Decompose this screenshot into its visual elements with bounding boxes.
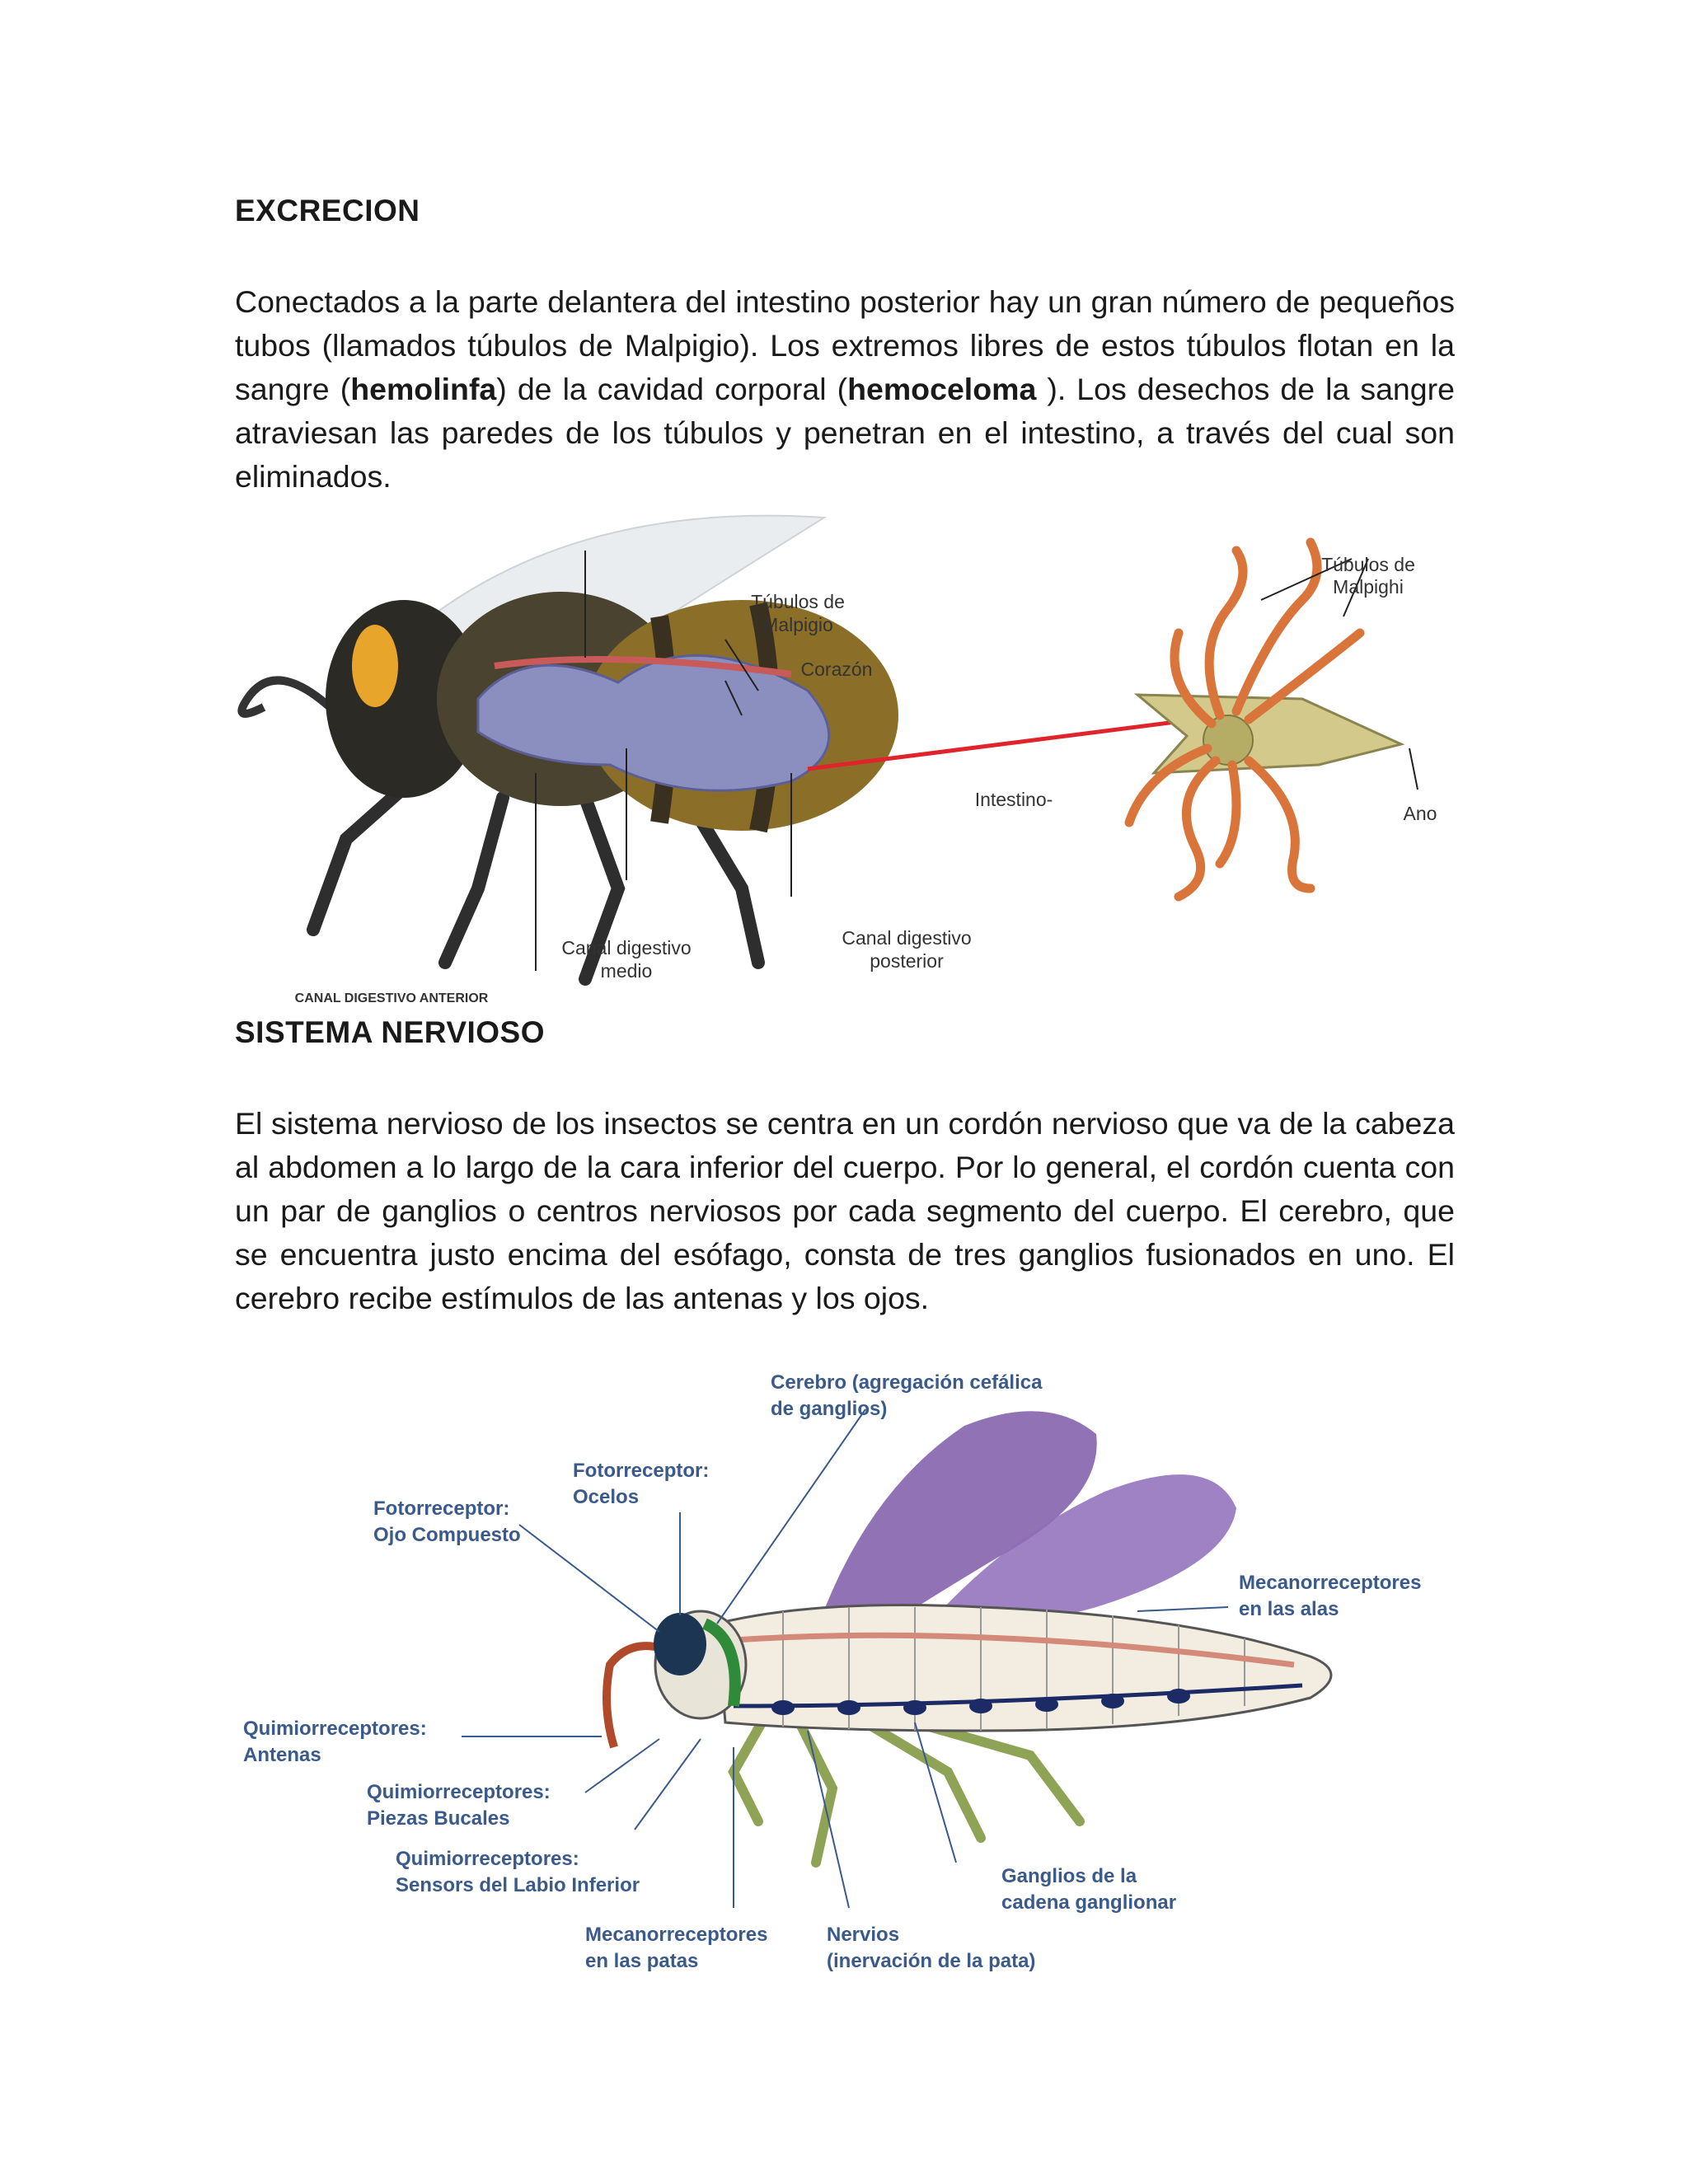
label-ano: Ano bbox=[1403, 803, 1437, 824]
section-heading-sistema-nervioso: SISTEMA NERVIOSO bbox=[235, 1015, 546, 1049]
insect-nervous-system-figure bbox=[239, 1360, 1459, 1986]
label-fotorreceptor-ojo: Fotorreceptor: bbox=[373, 1497, 510, 1520]
bee-compound-eye bbox=[352, 625, 398, 707]
sistema-nervioso-paragraph: El sistema nervioso de los insectos se centra en un cordón nervioso que va de la cabeza al abdomen a lo largo de la cara inferior del cuerpo. Por lo general, el cordón cuenta con un par de ganglios o centros nerviosos por cada segmento del cuerpo. El cerebro, que se encuentra justo encima del esófago, consta de tres ganglios fusionados en uno. El cerebro recibe estímulos de las antenas y los ojos. bbox=[235, 1106, 1455, 1315]
label-quimiorreceptores-antenas: Antenas bbox=[243, 1744, 321, 1766]
excrecion-paragraph bbox=[235, 280, 1455, 499]
paragraph-text: ) de la cavidad corporal ( bbox=[496, 372, 848, 406]
label-fotorreceptor-ocelos: Ocelos bbox=[573, 1486, 640, 1508]
label-canal-posterior: posterior bbox=[870, 950, 944, 972]
label-canal-medio: medio bbox=[600, 960, 653, 982]
label-tubulos-malpigio: Túbulos de bbox=[751, 591, 845, 612]
label-corazon: Corazón bbox=[800, 658, 873, 680]
label-mecanorreceptores-alas: en las alas bbox=[1239, 1598, 1339, 1620]
label-intestino: Intestino- bbox=[974, 789, 1053, 810]
label-tubulos-malpigio: Malpigio bbox=[762, 614, 833, 635]
paragraph-text: Conectados a la parte delantera del intestino posterior hay un gran número de pequeños tubos (llamados túbulos de Malpigio). Los extremos libres de estos túbulos flotan en la sangre ( bbox=[235, 284, 1455, 406]
insect-compound-eye bbox=[654, 1613, 706, 1675]
bold-term-hemoceloma: hemoceloma bbox=[847, 372, 1037, 406]
label-quimiorreceptores-piezas: Quimiorreceptores: bbox=[367, 1781, 551, 1803]
label-fotorreceptor-ojo: Ojo Compuesto bbox=[373, 1524, 521, 1546]
label-canal-medio: Canal digestivo bbox=[561, 937, 692, 958]
bold-term-hemolinfa: hemolinfa bbox=[350, 372, 497, 406]
label-fotorreceptor-ocelos: Fotorreceptor: bbox=[573, 1460, 710, 1482]
bee-excretion-figure bbox=[231, 501, 1451, 1012]
label-tubulos-malpighi: Túbulos de bbox=[1321, 554, 1415, 575]
label-quimiorreceptores-piezas: Piezas Bucales bbox=[367, 1807, 510, 1830]
label-ganglios: cadena ganglionar bbox=[1001, 1891, 1177, 1914]
label-nervios: (inervación de la pata) bbox=[827, 1950, 1036, 1972]
label-tubulos-malpighi: Malpighi bbox=[1333, 576, 1404, 598]
label-mecanorreceptores-patas: Mecanorreceptores bbox=[585, 1924, 768, 1946]
paragraph-text: ). Los desechos de la sangre atraviesan las paredes de los túbulos y penetran en el intestino, a través del cual son eliminados. bbox=[235, 372, 1455, 494]
label-quimiorreceptores-labio: Quimiorreceptores: bbox=[396, 1848, 579, 1870]
label-ganglios: Ganglios de la bbox=[1001, 1865, 1137, 1887]
label-nervios: Nervios bbox=[827, 1924, 900, 1946]
label-mecanorreceptores-alas: Mecanorreceptores bbox=[1239, 1572, 1422, 1594]
label-cerebro: Cerebro (agregación cefálica bbox=[771, 1371, 1043, 1394]
label-canal-anterior: CANAL DIGESTIVO ANTERIOR bbox=[294, 991, 489, 1005]
section-heading-excrecion: EXCRECION bbox=[235, 194, 420, 227]
label-quimiorreceptores-labio: Sensors del Labio Inferior bbox=[396, 1874, 640, 1896]
label-quimiorreceptores-antenas: Quimiorreceptores: bbox=[243, 1718, 427, 1740]
label-cerebro: de ganglios) bbox=[771, 1398, 888, 1420]
label-canal-posterior: Canal digestivo bbox=[842, 927, 972, 949]
insect-body bbox=[717, 1605, 1331, 1732]
label-mecanorreceptores-patas: en las patas bbox=[585, 1950, 699, 1972]
insect-legs bbox=[734, 1714, 1080, 1863]
